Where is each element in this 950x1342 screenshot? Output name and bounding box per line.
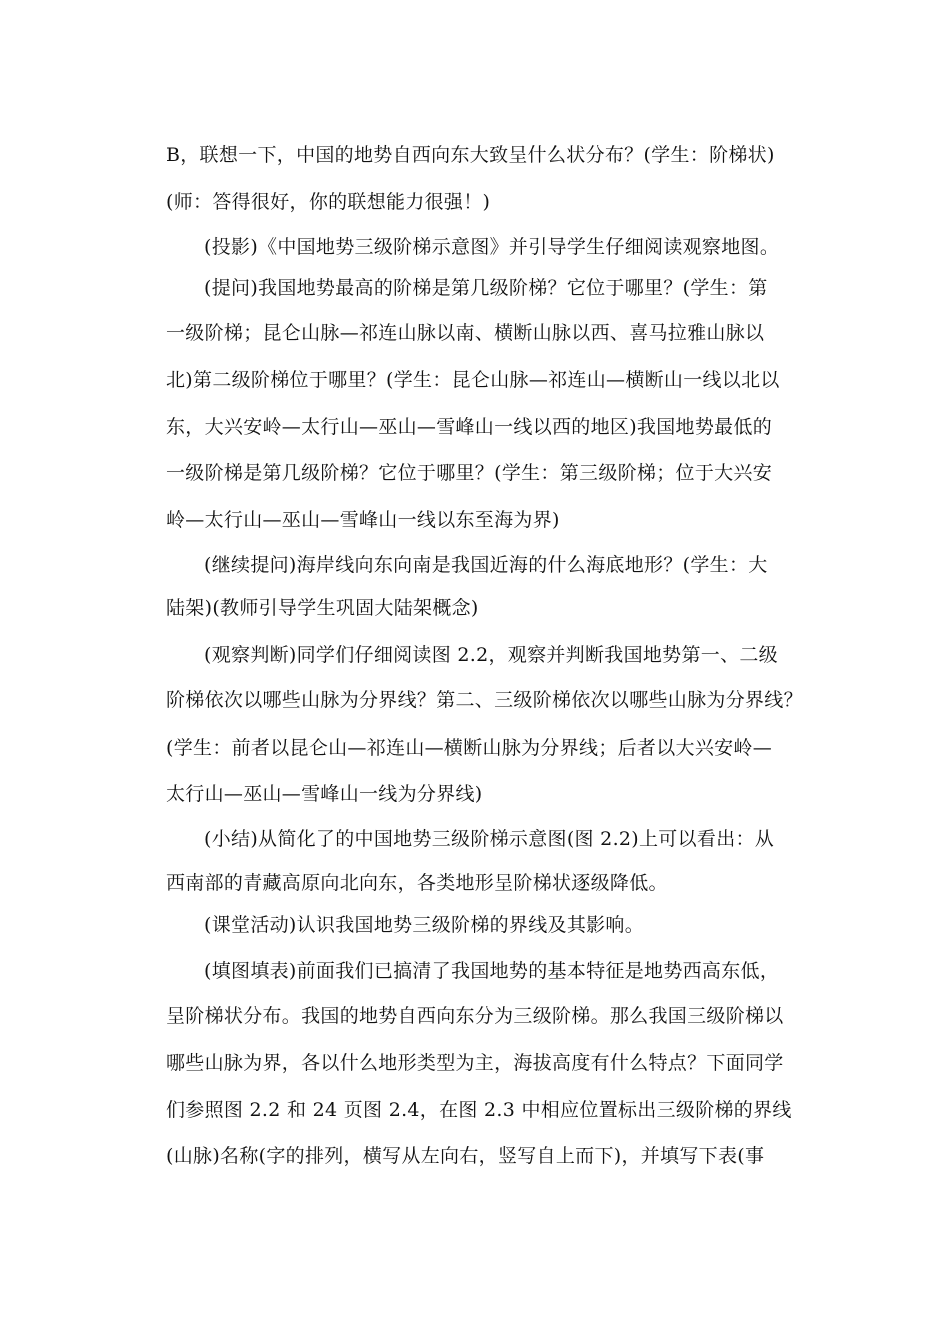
text-line: (山脉)名称(字的排列，横写从左向右，竖写自上而下)，并填写下表(事 bbox=[166, 1145, 765, 1167]
text-line: 阶梯依次以哪些山脉为分界线？第二、三级阶梯依次以哪些山脉为分界线？ bbox=[166, 689, 803, 711]
paragraph-first-line: (投影)《中国地势三级阶梯示意图》并引导学生仔细阅读观察地图。 bbox=[204, 236, 780, 258]
text-line: 一级阶梯；昆仑山脉—祁连山脉以南、横断山脉以西、喜马拉雅山脉以 bbox=[166, 322, 765, 344]
paragraph-first-line: (观察判断)同学们仔细阅读图 2.2，观察并判断我国地势第一、二级 bbox=[204, 644, 778, 666]
text-line: B，联想一下，中国的地势自西向东大致呈什么状分布？(学生：阶梯状) bbox=[166, 144, 775, 166]
paragraph-first-line: (提问)我国地势最高的阶梯是第几级阶梯？它位于哪里？(学生：第 bbox=[204, 277, 768, 299]
text-line: (师：答得很好，你的联想能力很强！) bbox=[166, 191, 491, 213]
text-line: 岭—太行山—巫山—雪峰山一线以东至海为界) bbox=[166, 509, 560, 531]
text-line: 哪些山脉为界，各以什么地形类型为主，海拔高度有什么特点？下面同学 bbox=[166, 1052, 784, 1074]
text-line: 们参照图 2.2 和 24 页图 2.4，在图 2.3 中相应位置标出三级阶梯的界线 bbox=[166, 1099, 792, 1121]
text-line: 北)第二级阶梯位于哪里？(学生：昆仑山脉—祁连山—横断山一线以北以 bbox=[166, 369, 780, 391]
paragraph-first-line: (小结)从简化了的中国地势三级阶梯示意图(图 2.2)上可以看出：从 bbox=[204, 828, 775, 850]
text-line: 呈阶梯状分布。我国的地势自西向东分为三级阶梯。那么我国三级阶梯以 bbox=[166, 1005, 784, 1027]
paragraph-first-line: (课堂活动)认识我国地势三级阶梯的界线及其影响。 bbox=[204, 914, 645, 936]
paragraph-first-line: (继续提问)海岸线向东向南是我国近海的什么海底地形？(学生：大 bbox=[204, 554, 768, 576]
text-line: 东，大兴安岭—太行山—巫山—雪峰山一线以西的地区)我国地势最低的 bbox=[166, 416, 773, 438]
text-line: 陆架)(教师引导学生巩固大陆架概念) bbox=[166, 597, 479, 619]
text-line: 西南部的青藏高原向北向东，各类地形呈阶梯状逐级降低。 bbox=[166, 872, 668, 894]
text-line: 太行山—巫山—雪峰山一线为分界线) bbox=[166, 783, 483, 805]
paragraph-first-line: (填图填表)前面我们已搞清了我国地势的基本特征是地势西高东低， bbox=[204, 960, 780, 982]
text-line: 一级阶梯是第几级阶梯？它位于哪里？(学生：第三级阶梯；位于大兴安 bbox=[166, 462, 773, 484]
text-line: (学生：前者以昆仑山—祁连山—横断山脉为分界线；后者以大兴安岭— bbox=[166, 737, 773, 759]
